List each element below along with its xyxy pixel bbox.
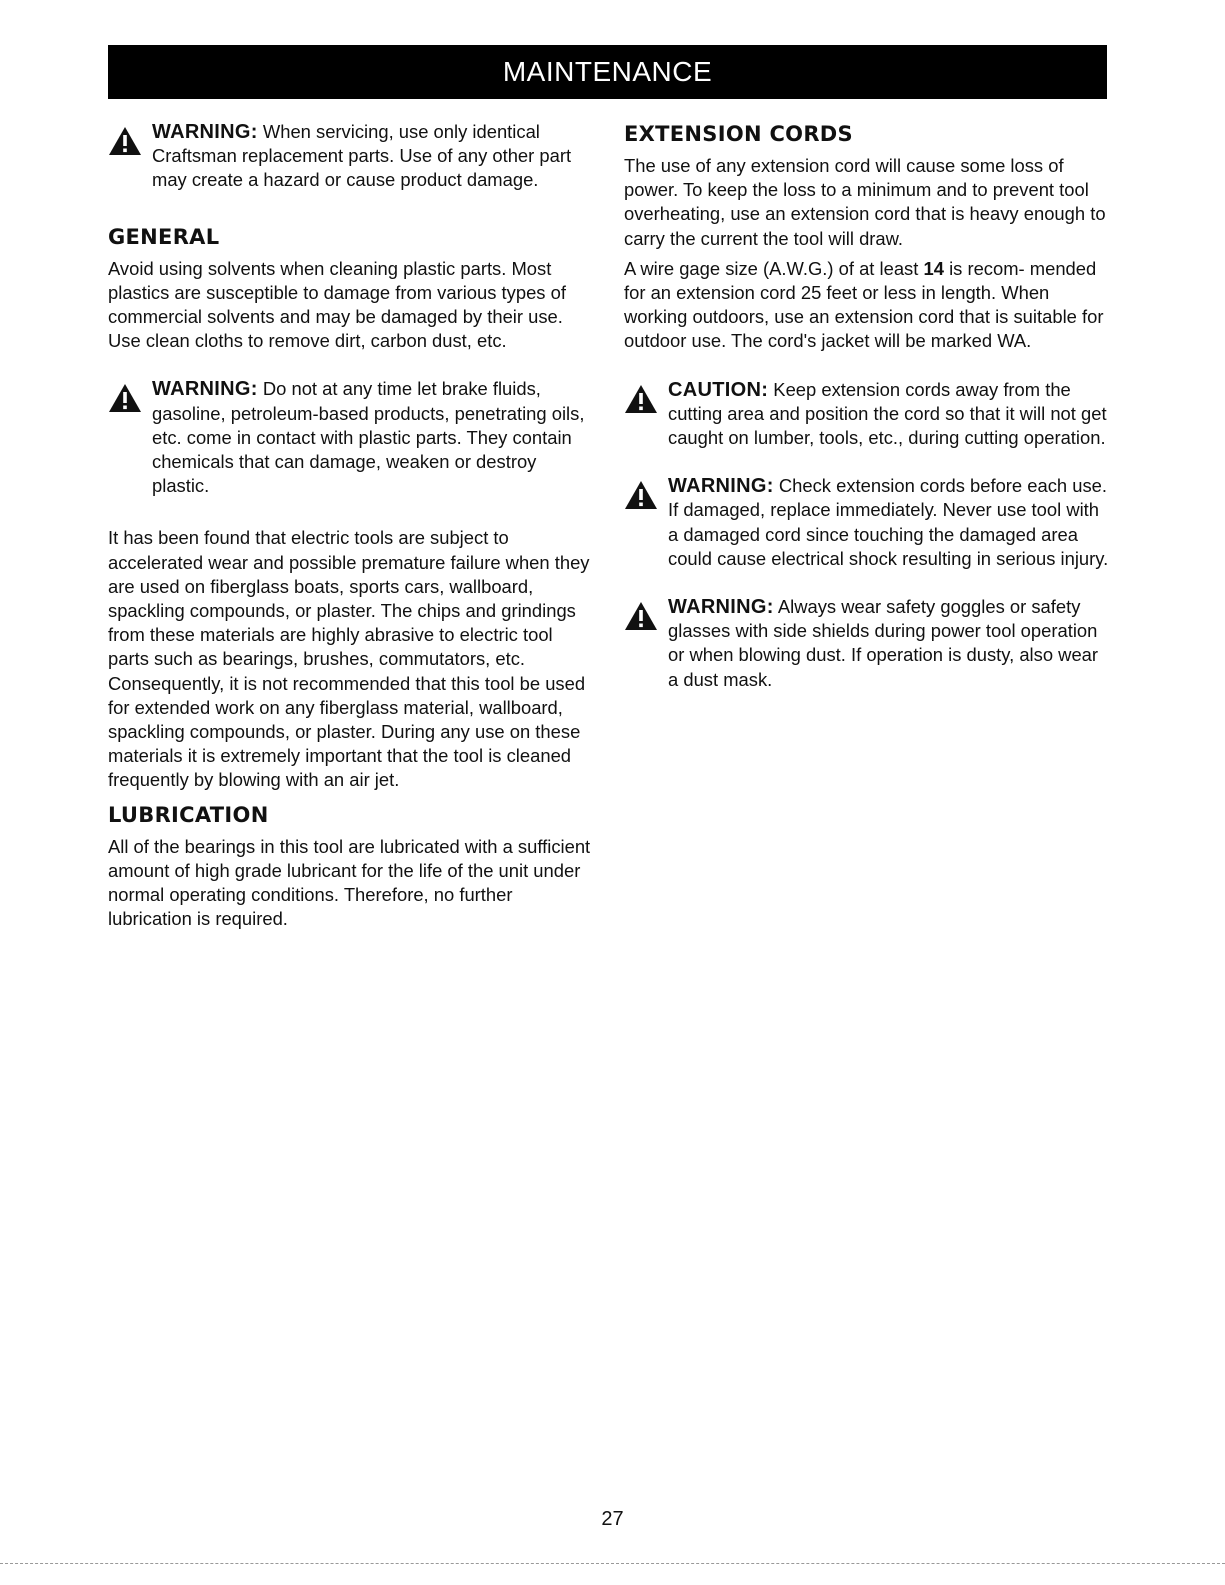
warning-text: Check extension cords before each use. If damaged, replace immediately. Never use tool with a damaged cord since touching the damaged area could cause electrical shock resulting in serious injury. [668, 475, 1109, 569]
warning-check-cords [624, 474, 1109, 571]
right-column [624, 120, 1109, 692]
bottom-divider [0, 1563, 1225, 1564]
extension-paragraph-2-rest: is recom- mended for an extension cord 25 feet or less in length. When working outdoors, use an extension cord that is suitable for outdoor use. The cord's jacket will be marked WA. [624, 257, 1104, 352]
extension-paragraph-1: The use of any extension cord will cause some loss of power. To keep the loss to a minimum and to prevent tool overheating, use an extension cord that is heavy enough to carry the current the tool will draw. [624, 155, 1106, 249]
section-heading-lubrication: LUBRICATION [108, 802, 269, 827]
general-paragraph: Avoid using solvents when cleaning plastic parts. Most plastics are susceptible to damage from various types of commercial solvents and may be damaged by their use. Use clean cloths to remove dirt, carbon dust, etc. [108, 257, 566, 352]
extension-paragraph-2-text: A wire gage size (A.W.G.) of at least [624, 257, 924, 279]
warning-text: When servicing, use only identical Craftsman replacement parts. Use of any other part may create a hazard or cause product damage. [152, 121, 572, 191]
warning-triangle-icon [624, 601, 658, 631]
page-title: MAINTENANCE [502, 56, 713, 87]
warning-label: WARNING: [152, 121, 258, 143]
warning-label: WARNING: [668, 475, 774, 498]
lubrication-paragraph: All of the bearings in this tool are lubricated with a sufficient amount of high grade lubricant for the life of the unit under normal operating conditions. Therefore, no further lubrication is required. [108, 835, 591, 930]
page-number: 27 [601, 1508, 624, 1530]
warning-label: WARNING: [152, 378, 258, 401]
wire-gage-value: 14 [923, 257, 944, 279]
warning-triangle-icon [108, 383, 142, 413]
warning-replacement-parts [108, 120, 593, 193]
caution-extension-cords [624, 378, 1109, 451]
section-heading-extension-cords: EXTENSION CORDS [624, 122, 853, 146]
warning-text: Always wear safety goggles or safety glasses with side shields during power tool operation or when blowing dust. If operation is dusty, also wear a dust mask. [668, 596, 1099, 690]
warning-triangle-icon [624, 384, 658, 414]
caution-label: CAUTION: [668, 378, 769, 401]
warning-label: WARNING: [668, 596, 774, 619]
left-column [108, 120, 593, 931]
page-title-banner [108, 45, 1107, 99]
extension-paragraph-2 [624, 257, 1109, 354]
warning-brake-fluids [108, 377, 593, 498]
fiberglass-paragraph: It has been found that electric tools are subject to accelerated wear and possible premature failure when they are used on fiberglass boats, sports cars, wallboard, spackling compounds, or plaster. The chips and grindings from these materials are highly abrasive to electric tool parts such as bearings, brushes, commutators, etc. Consequently, it is not recommended that this tool be used for extended work on any fiberglass material, wallboard, spackling compounds, or plaster. During any use on these materials it is extremely important that the tool is cleaned frequently by blowing with an air jet. [108, 527, 590, 791]
warning-triangle-icon [624, 480, 658, 510]
section-heading-general: GENERAL [108, 224, 220, 249]
warning-triangle-icon [108, 126, 142, 156]
warning-text: Do not at any time let brake fluids, gasoline, petroleum-based products, penetrating oils, etc. come in contact with plastic parts. They contain chemicals that can damage, weaken or destroy plastic. [152, 378, 585, 497]
caution-text: Keep extension cords away from the cutting area and position the cord so that it will not get caught on lumber, tools, etc., during cutting operation. [668, 378, 1107, 449]
warning-safety-goggles [624, 595, 1109, 692]
